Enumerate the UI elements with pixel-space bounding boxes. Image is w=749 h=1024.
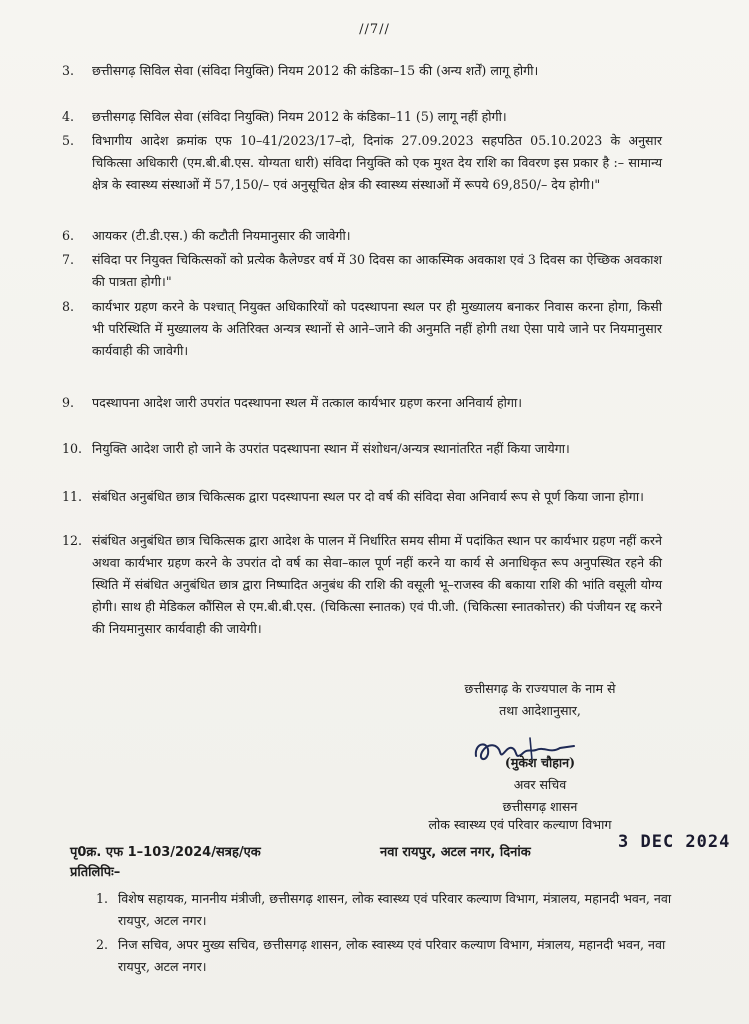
clause-text: आयकर (टी.डी.एस.) की कटौती नियमानुसार की जावेगी।: [92, 228, 351, 243]
clause-text: संबंधित अनुबंधित छात्र चिकित्सक द्वारा आदेश के पालन में निर्धारित समय सीमा में पदांकित स्थान पर कार्यभार ग्रहण नहीं करने अथवा कार्यभार ग्रहण करने के उपरांत दो वर्ष का सेवा–काल पूर्ण नहीं करने या कार्य से अनाधिकृत रूप अनुपस्थित रहने की स्थिति में संबंधित अनुबंधित छात्र द्वारा निष्पादित अनुबंध की राशि की वसूली भू–राजस्व की बकाया राशि की भांति वसूली योग्य होगी। साथ ही मेडिकल कौंसिल से एम.बी.बी.एस. (चिकित्सा स्नातक) एवं पी.जी. (चिकित्सा स्नातकोत्तर) की पंजीयन रद्द करने की नियमानुसार कार्यवाही की जायेगी।: [92, 533, 662, 636]
reference-place-date: नवा रायपुर, अटल नगर, दिनांक: [380, 845, 531, 860]
copy-item-1: [96, 888, 676, 932]
signatory-designation: अवर सचिव: [513, 777, 567, 792]
clause-number: 9.: [62, 395, 75, 410]
clause-11: [62, 486, 662, 508]
clause-7: [62, 249, 662, 293]
clause-9: [62, 392, 662, 414]
signoff-line-2: तथा आदेशानुसार,: [499, 703, 581, 718]
clause-4: [62, 106, 662, 128]
clause-5: [62, 130, 662, 196]
signatory-government: छत्तीसगढ़ शासन: [502, 799, 578, 814]
copy-item-number: 2.: [96, 937, 109, 952]
signatory-department: लोक स्वास्थ्य एवं परिवार कल्याण विभाग: [428, 817, 612, 832]
page-number: //7//: [359, 22, 390, 37]
reference-line: [70, 843, 710, 863]
signoff-line-1: छत्तीसगढ़ के राज्यपाल के नाम से: [464, 681, 616, 696]
clause-3: [62, 60, 662, 82]
clause-number: 8.: [62, 299, 75, 314]
clause-number: 12.: [62, 533, 83, 548]
clause-10: [62, 438, 662, 460]
clause-number: 7.: [62, 252, 75, 267]
clause-number: 10.: [62, 441, 83, 456]
clause-number: 3.: [62, 63, 75, 78]
copy-item-2: [96, 934, 676, 978]
copy-item-text: विशेष सहायक, माननीय मंत्रीजी, छत्तीसगढ़ शासन, लोक स्वास्थ्य एवं परिवार कल्याण विभाग, मंत्रालय, महानदी भवन, नवा रायपुर, अटल नगर।: [118, 891, 672, 928]
clause-text: छत्तीसगढ़ सिविल सेवा (संविदा नियुक्ति) नियम 2012 के कंडिका–11 (5) लागू नहीं होगी।: [92, 109, 507, 124]
clause-8: [62, 296, 662, 362]
clause-text: छत्तीसगढ़ सिविल सेवा (संविदा नियुक्ति) नियम 2012 की कंडिका–15 की (अन्य शर्तें) लागू होगी।: [92, 63, 539, 78]
copy-item-number: 1.: [96, 891, 109, 906]
copy-to-heading: प्रतिलिपिः–: [70, 865, 121, 880]
clause-text: संविदा पर नियुक्त चिकित्सकों को प्रत्येक कैलेण्डर वर्ष में 30 दिवस का आकस्मिक अवकाश एवं 3 दिवस का ऐच्छिक अवकाश की पात्रता होगी।": [92, 252, 662, 289]
signatory-name: (मुकेश चौहान): [504, 755, 576, 770]
clause-text: नियुक्ति आदेश जारी हो जाने के उपरांत पदस्थापना स्थान में संशोधन/अन्यत्र स्थानांतरित नहीं किया जायेगा।: [92, 441, 570, 456]
copy-item-text: निज सचिव, अपर मुख्य सचिव, छत्तीसगढ़ शासन, लोक स्वास्थ्य एवं परिवार कल्याण विभाग, मंत्रालय, महानदी भवन, नवा रायपुर, अटल नगर।: [118, 937, 666, 974]
date-stamp: 3 DEC 2024: [618, 832, 731, 852]
reference-number: पृ0क्र. एफ 1–103/2024/सत्रह/एक: [70, 845, 261, 860]
clause-number: 6.: [62, 228, 75, 243]
clause-12: [62, 530, 662, 640]
clause-text: पदस्थापना आदेश जारी उपरांत पदस्थापना स्थल में तत्काल कार्यभार ग्रहण करना अनिवार्य होगा।: [92, 395, 523, 410]
clause-text: संबंधित अनुबंधित छात्र चिकित्सक द्वारा पदस्थापना स्थल पर दो वर्ष की संविदा सेवा अनिवार्य रूप से पूर्ण किया जाना होगा।: [92, 489, 644, 504]
clause-number: 11.: [62, 489, 83, 504]
clause-number: 4.: [62, 109, 75, 124]
clause-6: [62, 225, 662, 247]
clause-text: कार्यभार ग्रहण करने के पश्चात् नियुक्त अधिकारियों को पदस्थापना स्थल पर ही मुख्यालय बनाकर निवास करना होगा, किसी भी परिस्थिति में मुख्यालय के अतिरिक्त अन्यत्र स्थानों से आने–जाने की अनुमति नहीं होगी तथा ऐसा पाये जाने पर नियमानुसार कार्यवाही की जावेगी।: [92, 299, 662, 358]
clause-number: 5.: [62, 133, 75, 148]
clause-text: विभागीय आदेश क्रमांक एफ 10–41/2023/17–दो, दिनांक 27.09.2023 सहपठित 05.10.2023 के अनुसार चिकित्सा अधिकारी (एम.बी.बी.एस. योग्यता धारी) संविदा नियुक्ति को एक मुश्त देय राशि का विवरण इस प्रकार है :– सामान्य क्षेत्र के स्वास्थ्य संस्थाओं में 57,150/– एवं अनुसूचित क्षेत्र की स्वास्थ्य संस्थाओं में रूपये 69,850/– देय होगी।": [92, 133, 662, 192]
